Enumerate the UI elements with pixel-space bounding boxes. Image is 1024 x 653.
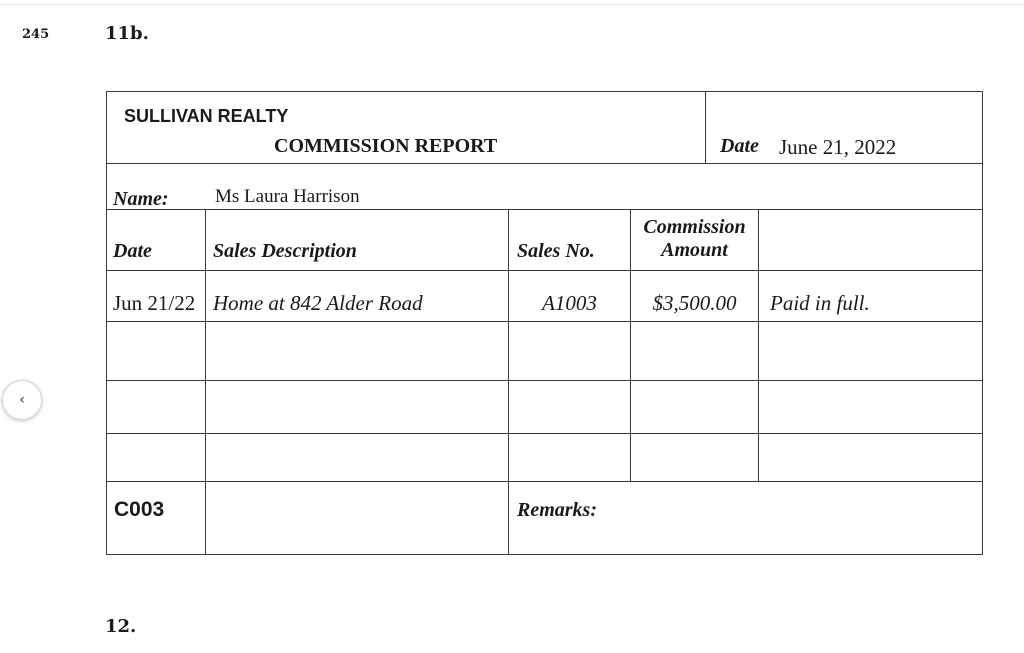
row2-rule — [106, 380, 983, 381]
row1-sales-no: A1003 — [542, 291, 597, 315]
header-bottom-rule — [106, 163, 983, 164]
commission-report-form — [106, 91, 983, 555]
chevron-left-icon: ‹ — [19, 392, 25, 408]
header-date-divider — [705, 91, 706, 163]
row4-rule — [106, 481, 983, 482]
col-header-commission-line2: Amount — [661, 239, 728, 261]
report-date: June 21, 2022 — [779, 135, 897, 159]
page-number: 245 — [22, 27, 50, 42]
next-question-label: 12. — [105, 616, 137, 637]
top-divider — [0, 4, 1024, 5]
question-label: 11b. — [105, 23, 149, 44]
report-title: COMMISSION REPORT — [274, 135, 498, 157]
company-name: SULLIVAN REALTY — [124, 106, 289, 126]
form-code: C003 — [114, 498, 165, 521]
name-row-rule — [106, 209, 983, 210]
form-border-bottom — [106, 554, 983, 555]
row1-rule — [106, 321, 983, 322]
row3-rule — [106, 433, 983, 434]
table-header-rule — [106, 270, 983, 271]
name-label: Name: — [113, 188, 169, 210]
form-border-right — [982, 91, 983, 555]
remarks-label: Remarks: — [517, 499, 597, 521]
agent-name: Ms Laura Harrison — [215, 186, 360, 207]
row1-commission: $3,500.00 — [652, 291, 737, 315]
form-border-top — [106, 91, 983, 92]
date-label: Date — [720, 135, 759, 157]
col-header-date: Date — [113, 240, 152, 262]
row1-notes: Paid in full. — [770, 291, 870, 315]
col-commission-divider — [758, 209, 759, 481]
previous-button[interactable] — [2, 380, 42, 420]
row1-description: Home at 842 Alder Road — [213, 291, 423, 315]
col-header-sales-no: Sales No. — [517, 240, 595, 262]
col-header-sales-description: Sales Description — [213, 240, 357, 262]
form-border-left — [106, 91, 107, 555]
col-date-divider — [205, 209, 206, 555]
row1-date: Jun 21/22 — [113, 291, 196, 315]
col-header-commission-line1: Commission — [643, 216, 746, 238]
col-description-divider — [508, 209, 509, 555]
